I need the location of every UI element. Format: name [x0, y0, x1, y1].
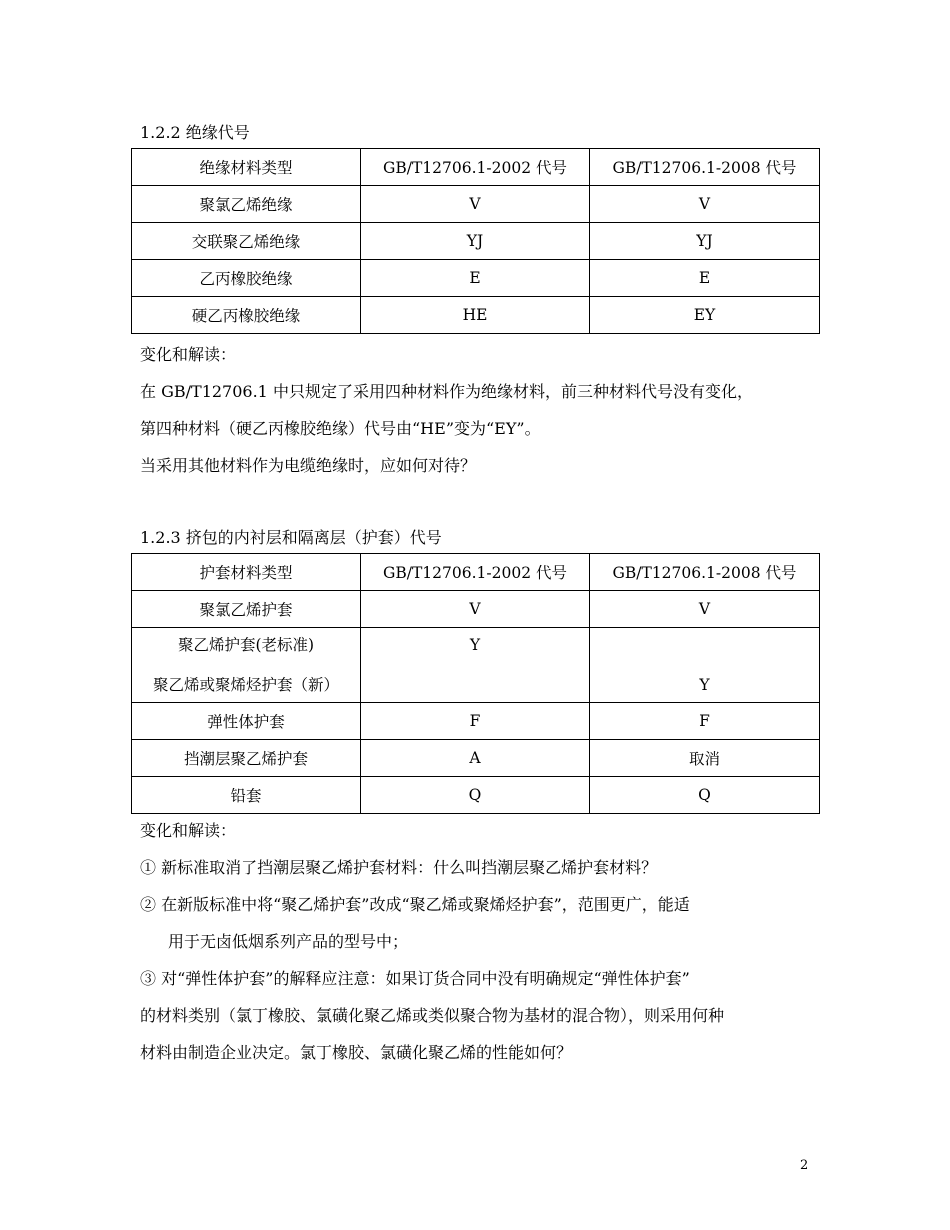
table-row	[132, 297, 820, 334]
table-cell: 聚氯乙烯绝缘	[132, 186, 361, 223]
table-header-row	[132, 149, 820, 186]
header-cell: 绝缘材料类型	[132, 149, 361, 186]
notes-line: 第四种材料（硬乙丙橡胶绝缘）代号由“HE”变为“EY”。	[140, 419, 541, 438]
table-cell-merged	[132, 628, 361, 703]
table-row	[132, 223, 820, 260]
notes-line: 在 GB/T12706.1 中只规定了采用四种材料作为绝缘材料，前三种材料代号没有变化，	[140, 382, 753, 401]
table-cell: 交联聚乙烯绝缘	[132, 223, 361, 260]
notes-label: 变化和解读：	[140, 345, 237, 364]
table-cell: E	[590, 260, 820, 297]
insulation-notes	[140, 336, 812, 484]
notes-line: 的材料类别（氯丁橡胶、氯磺化聚乙烯或类似聚合物为基材的混合物），则采用何种	[140, 1006, 725, 1025]
table-row	[132, 260, 820, 297]
table-row	[132, 186, 820, 223]
table-cell-line: Y	[699, 676, 710, 694]
table-cell: F	[361, 703, 590, 740]
table-cell-line: Y	[469, 636, 481, 654]
sheath-notes	[140, 812, 812, 1071]
table-cell-line: 聚乙烯护套(老标准)	[177, 636, 315, 654]
table-cell: E	[361, 260, 590, 297]
table-row	[132, 628, 820, 703]
table-header-row	[132, 554, 820, 591]
notes-item: ③ 对“弹性体护套”的解释应注意：如果订货合同中没有明确规定“弹性体护套”	[140, 969, 690, 988]
table-cell: V	[361, 591, 590, 628]
table-cell: Q	[590, 777, 820, 814]
table-cell: 铅套	[132, 777, 361, 814]
notes-line: 当采用其他材料作为电缆绝缘时，应如何对待？	[140, 456, 477, 475]
table-row	[132, 703, 820, 740]
notes-line: 材料由制造企业决定。氯丁橡胶、氯磺化聚乙烯的性能如何？	[140, 1043, 573, 1062]
notes-item: ① 新标准取消了挡潮层聚乙烯护套材料：什么叫挡潮层聚乙烯护套材料？	[140, 858, 658, 877]
header-cell: GB/T12706.1-2008 代号	[590, 554, 820, 591]
table-cell: 硬乙丙橡胶绝缘	[132, 297, 361, 334]
table-row	[132, 740, 820, 777]
section-heading-sheath: 1.2.3 挤包的内衬层和隔离层（护套）代号	[140, 528, 442, 547]
table-cell: 聚氯乙烯护套	[132, 591, 361, 628]
insulation-code-table	[131, 148, 820, 334]
page-number: 2	[800, 1158, 809, 1173]
header-cell: GB/T12706.1-2002 代号	[361, 554, 590, 591]
table-cell: V	[590, 591, 820, 628]
notes-label: 变化和解读：	[140, 821, 237, 840]
table-cell: HE	[361, 297, 590, 334]
header-cell: GB/T12706.1-2008 代号	[590, 149, 820, 186]
table-cell: 取消	[590, 740, 820, 777]
table-cell: V	[590, 186, 820, 223]
table-cell: 挡潮层聚乙烯护套	[132, 740, 361, 777]
table-cell: EY	[590, 297, 820, 334]
table-cell: YJ	[361, 223, 590, 260]
header-cell: 护套材料类型	[132, 554, 361, 591]
section-heading-insulation: 1.2.2 绝缘代号	[140, 123, 250, 142]
notes-item-continuation: 用于无卤低烟系列产品的型号中；	[168, 932, 409, 951]
table-row	[132, 591, 820, 628]
table-row	[132, 777, 820, 814]
table-cell: 乙丙橡胶绝缘	[132, 260, 361, 297]
header-cell: GB/T12706.1-2002 代号	[361, 149, 590, 186]
table-cell: YJ	[590, 223, 820, 260]
table-cell-merged	[361, 628, 590, 703]
sheath-code-table	[131, 553, 820, 814]
table-cell: F	[590, 703, 820, 740]
table-cell: A	[361, 740, 590, 777]
table-cell: 弹性体护套	[132, 703, 361, 740]
table-cell-merged	[590, 628, 820, 703]
table-cell-line: 聚乙烯或聚烯烃护套（新）	[152, 676, 339, 694]
notes-item: ② 在新版标准中将“聚乙烯护套”改成“聚乙烯或聚烯烃护套”，范围更广，能适	[140, 895, 690, 914]
table-cell: V	[361, 186, 590, 223]
table-cell: Q	[361, 777, 590, 814]
